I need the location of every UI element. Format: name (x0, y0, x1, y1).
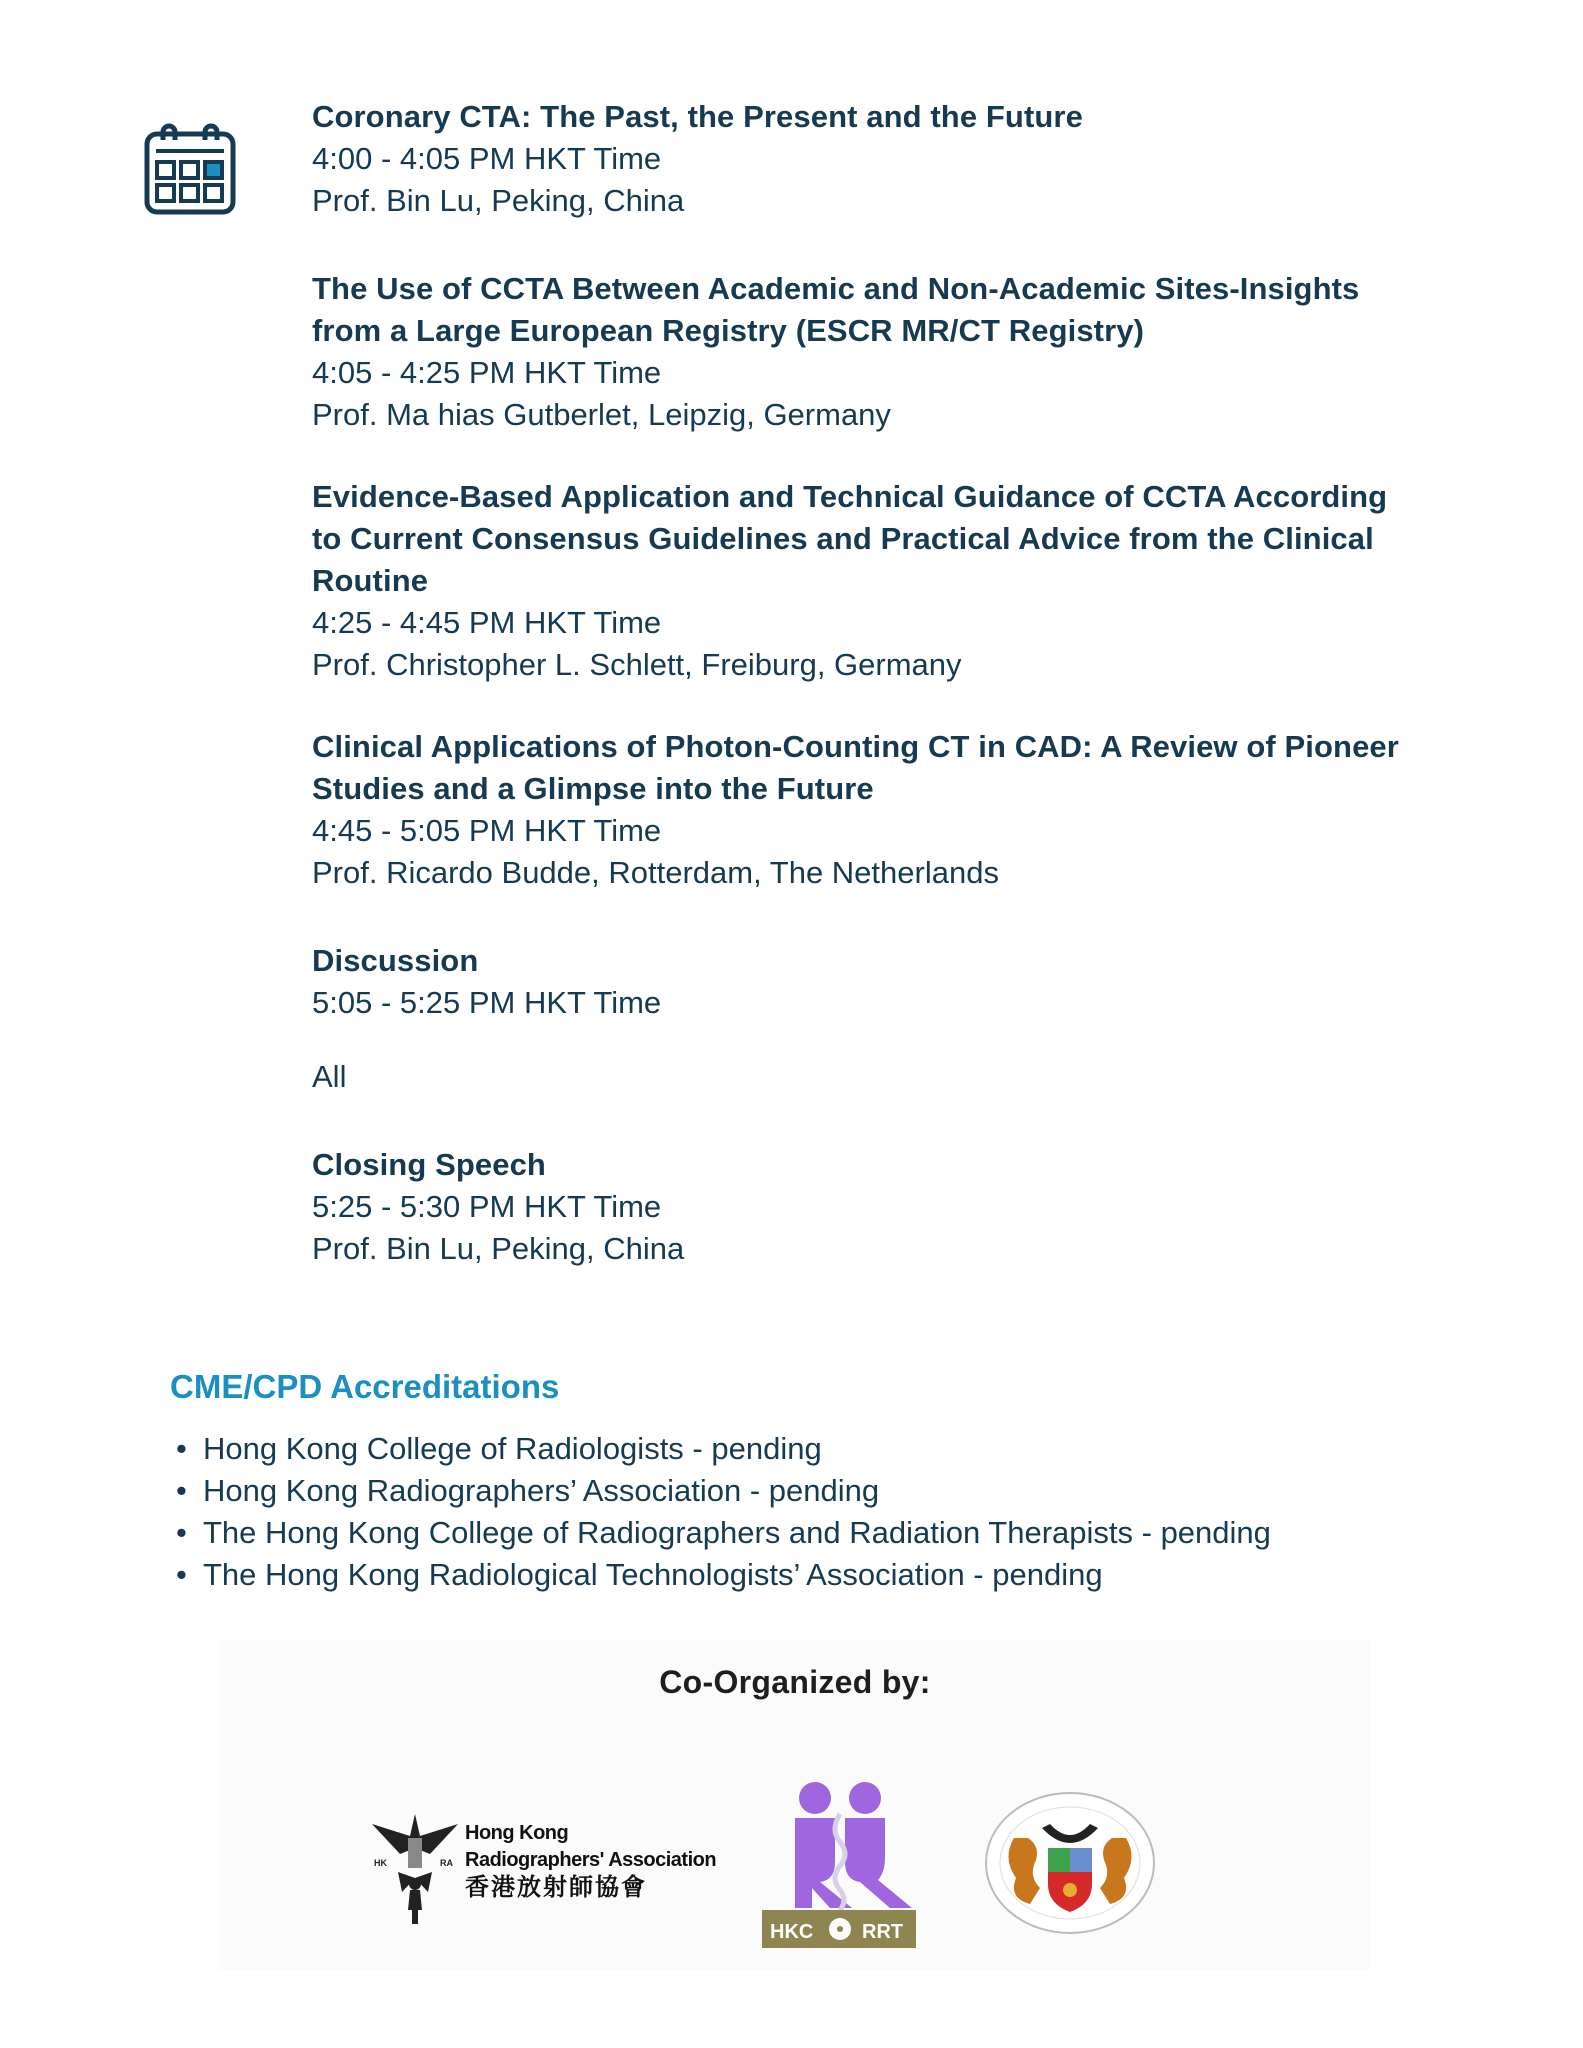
session-speaker: Prof. Christopher L. Schlett, Freiburg, Germany (312, 647, 962, 682)
hkra-logo (370, 1810, 750, 1930)
hkrta-crest-icon (980, 1788, 1160, 1938)
session-speaker: Prof. Bin Lu, Peking, China (312, 183, 685, 218)
svg-text:HKC: HKC (770, 1921, 814, 1943)
bullet-icon: • (176, 1515, 187, 1550)
session-title: Coronary CTA: The Past, the Present and the Future (312, 99, 1083, 134)
session-item (312, 96, 1512, 222)
accreditation-text: Hong Kong College of Radiologists - pending (203, 1431, 822, 1466)
bullet-icon: • (176, 1431, 187, 1466)
list-item (170, 1512, 1271, 1554)
hkcrrt-logo (760, 1780, 920, 1950)
co-organizers-panel (220, 1640, 1370, 1970)
session-time: 4:00 - 4:05 PM HKT Time (312, 141, 662, 176)
session-title: Clinical Applications of Photon-Counting CT in CAD: A Review of Pioneer (312, 729, 1399, 764)
hkra-name-line1: Hong Kong (465, 1822, 569, 1844)
list-item (170, 1554, 1271, 1596)
svg-text:RRT: RRT (862, 1921, 904, 1943)
session-item (312, 726, 1512, 894)
session-title: Routine (312, 563, 429, 598)
session-time: 4:25 - 4:45 PM HKT Time (312, 605, 662, 640)
hkra-emblem-icon (370, 1810, 460, 1930)
accreditation-text: The Hong Kong College of Radiographers and Radiation Therapists - pending (203, 1515, 1271, 1550)
list-item (170, 1428, 1271, 1470)
cme-list (170, 1428, 1271, 1596)
list-item (170, 1470, 1271, 1512)
bullet-icon: • (176, 1557, 187, 1592)
hkra-name-line2: Radiographers' Association (465, 1849, 717, 1871)
session-speaker: All (312, 1059, 347, 1094)
session-title: Closing Speech (312, 1147, 546, 1182)
accreditation-text: Hong Kong Radiographers’ Association - pending (203, 1473, 880, 1508)
session-title: from a Large European Registry (ESCR MR/CT Registry) (312, 313, 1145, 348)
session-item (312, 268, 1512, 436)
program-sessions (312, 96, 1512, 1270)
session-item (312, 476, 1512, 686)
hkra-name-chinese: 香港放射師協會 (465, 1874, 647, 1901)
session-speaker: Prof. Ricardo Budde, Rotterdam, The Netherlands (312, 855, 999, 890)
accreditation-text: The Hong Kong Radiological Technologists’ Association - pending (203, 1557, 1103, 1592)
session-time: 4:05 - 4:25 PM HKT Time (312, 355, 662, 390)
session-title: Discussion (312, 943, 479, 978)
session-item (312, 940, 1512, 1098)
session-time: 4:45 - 5:05 PM HKT Time (312, 813, 662, 848)
session-speaker: Prof. Bin Lu, Peking, China (312, 1231, 685, 1266)
session-title: Evidence-Based Application and Technical Guidance of CCTA According (312, 479, 1388, 514)
session-title: Studies and a Glimpse into the Future (312, 771, 874, 806)
co-organized-heading: Co-Organized by: (659, 1664, 931, 1700)
session-speaker: Prof. Ma hias Gutberlet, Leipzig, Germany (312, 397, 891, 432)
hkcrrt-emblem-icon (760, 1780, 920, 1950)
cme-heading: CME/CPD Accreditations (170, 1368, 560, 1405)
session-time: 5:25 - 5:30 PM HKT Time (312, 1189, 662, 1224)
session-time: 5:05 - 5:25 PM HKT Time (312, 985, 662, 1020)
calendar-icon (143, 122, 237, 216)
bullet-icon: • (176, 1473, 187, 1508)
svg-text:HK: HK (374, 1858, 387, 1868)
hkrta-logo (980, 1788, 1160, 1938)
session-title: to Current Consensus Guidelines and Practical Advice from the Clinical (312, 521, 1374, 556)
svg-text:RA: RA (440, 1858, 453, 1868)
session-item (312, 1144, 1512, 1270)
session-title: The Use of CCTA Between Academic and Non-Academic Sites-Insights (312, 271, 1360, 306)
